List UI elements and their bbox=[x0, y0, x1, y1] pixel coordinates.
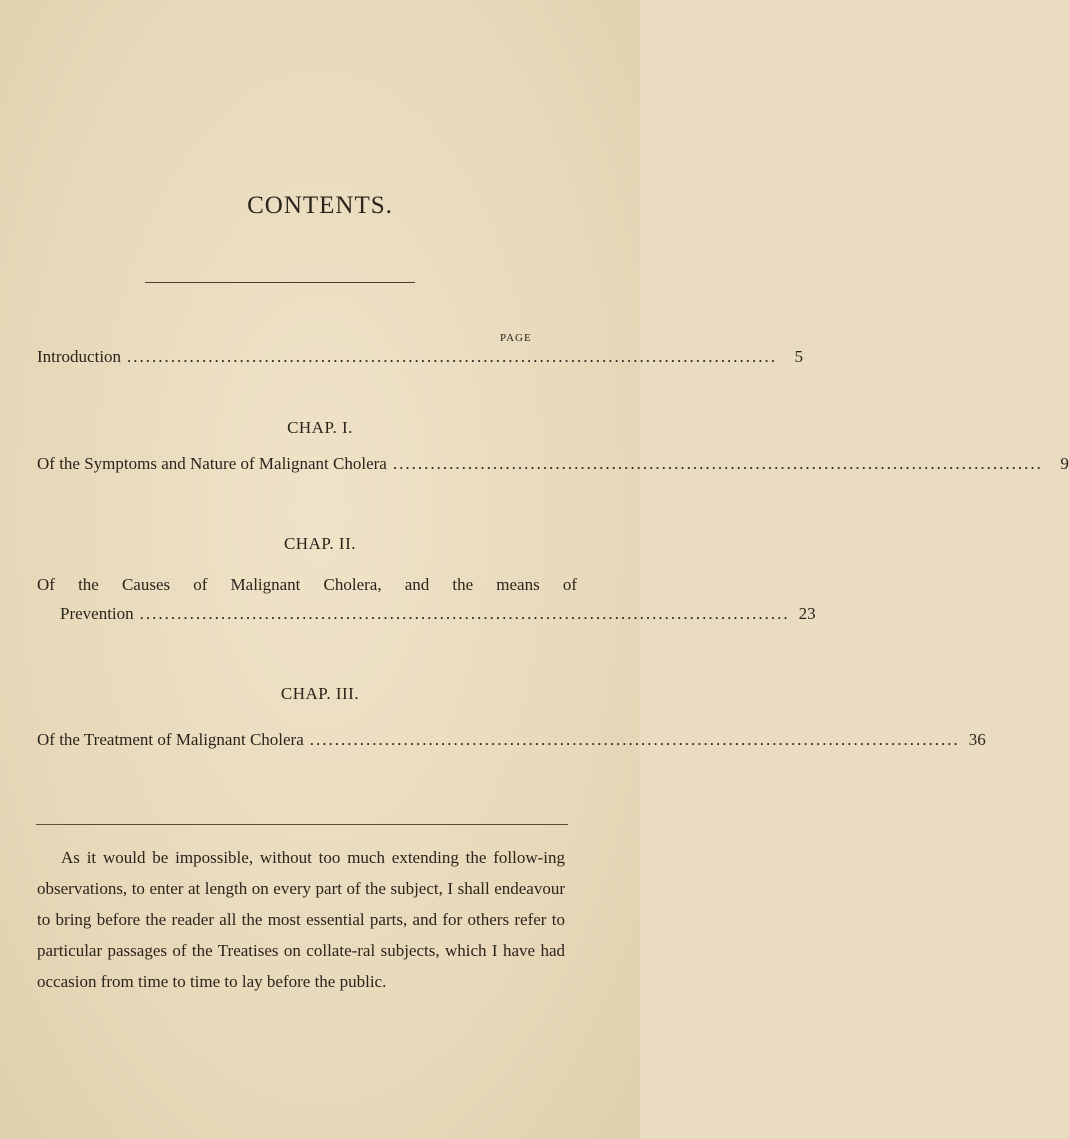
toc-entry-label: Of the Treatment of Malignant Cholera bbox=[37, 730, 304, 749]
toc-entry-label: Introduction bbox=[37, 347, 122, 366]
toc-entry-chapter-1 bbox=[37, 454, 1069, 474]
title-rule bbox=[145, 282, 415, 283]
chapter-heading-2: CHAP. II. bbox=[283, 534, 357, 553]
toc-page-number: 23 bbox=[798, 604, 816, 623]
toc-entry-label: Prevention bbox=[60, 604, 134, 623]
toc-page-number: 9 bbox=[1060, 454, 1069, 473]
chapter-heading-1: CHAP. I. bbox=[287, 418, 353, 437]
chapter-heading-3: CHAP. III. bbox=[280, 684, 360, 703]
toc-page-number: 36 bbox=[968, 730, 986, 749]
page-column-label: PAGE bbox=[500, 332, 532, 344]
toc-entry-introduction bbox=[37, 347, 804, 367]
contents-title: CONTENTS. bbox=[247, 192, 393, 219]
dot-leader: ........................................................................................................ bbox=[392, 454, 1043, 473]
toc-entry-label: Of the Symptoms and Nature of Malignant Cholera bbox=[37, 454, 387, 473]
dot-leader: ........................................................................................................ bbox=[139, 604, 790, 623]
explanatory-note: As it would be impossible, without too much extending the follow-ing observations, to enter at length on every part of the subject, I shall endeavour to bring before the reader all the most essential parts, and for others refer to particular passages of the Treatises on collate-ral subjects, which I have had occasion from time to time to lay before the public. bbox=[37, 848, 565, 991]
section-rule bbox=[36, 824, 568, 825]
toc-entry-chapter-3 bbox=[37, 730, 986, 750]
toc-page-number: 5 bbox=[794, 347, 804, 366]
dot-leader: ........................................................................................................ bbox=[127, 347, 778, 366]
toc-entry-chapter-2 bbox=[60, 604, 816, 624]
toc-entry-chapter-2-line-1: Of the Causes of Malignant Cholera, and the means of bbox=[37, 575, 577, 594]
dot-leader: ........................................................................................................ bbox=[309, 730, 960, 749]
